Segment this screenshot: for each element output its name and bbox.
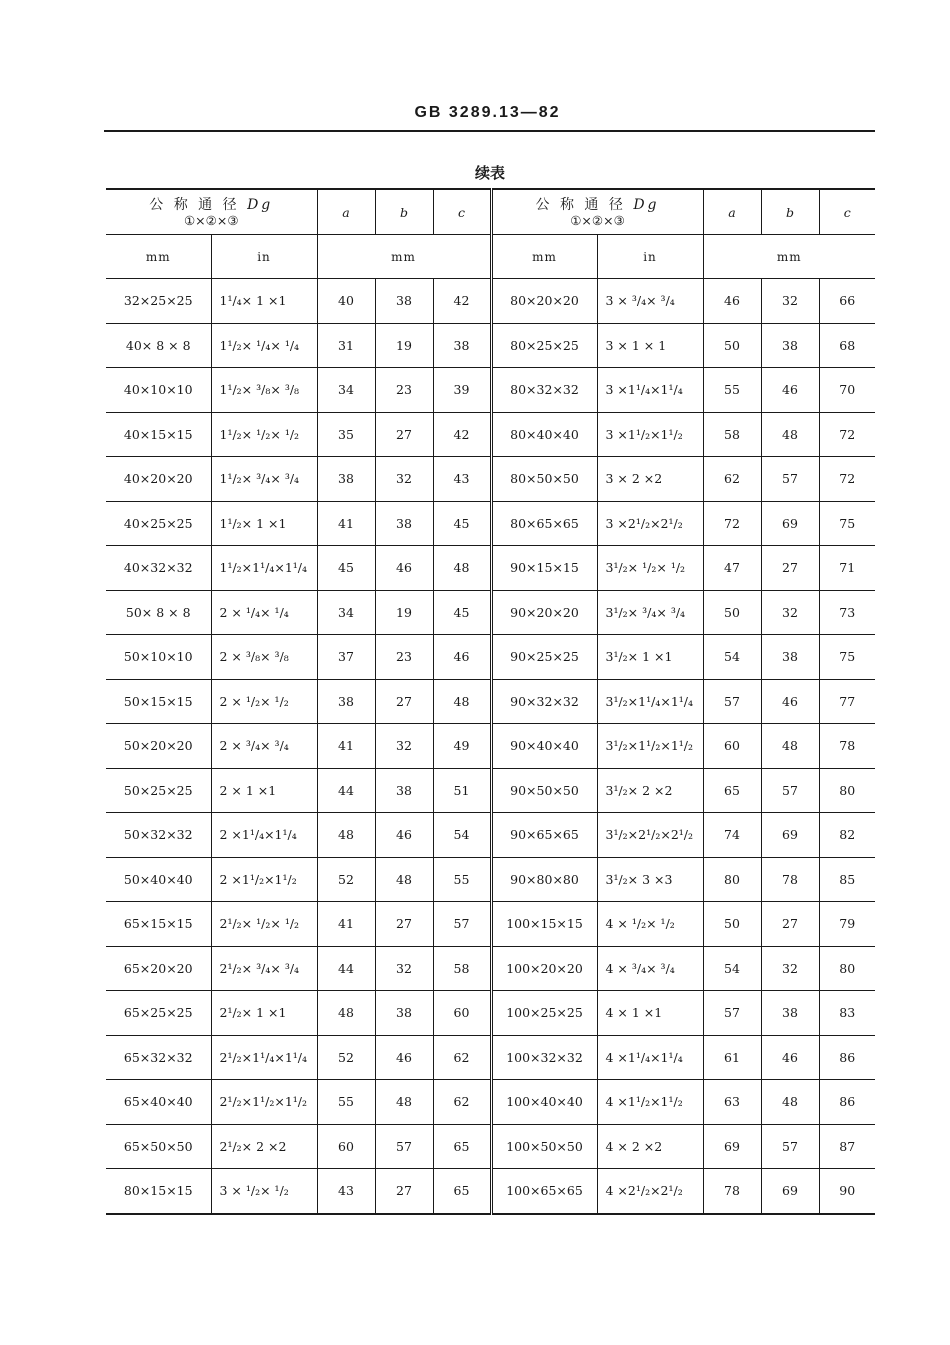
size-in-left: 2¹/₂× 2 ×2 <box>211 1124 317 1169</box>
unit-mm-left: mm <box>106 235 211 279</box>
dg-label: Dg <box>247 196 274 213</box>
size-in-right: 3¹/₂× ³/₄× ³/₄ <box>597 590 703 635</box>
dim-b-right: 48 <box>761 724 819 769</box>
dim-c-left: 60 <box>433 991 491 1036</box>
dim-c-right: 78 <box>819 724 875 769</box>
dim-c-left: 42 <box>433 279 491 324</box>
size-mm-right: 90×15×15 <box>491 546 597 591</box>
table-row <box>106 590 875 635</box>
size-in-left: 2 ×1¹/₄×1¹/₄ <box>211 813 317 858</box>
dim-b-left: 38 <box>375 991 433 1036</box>
dim-c-left: 39 <box>433 368 491 413</box>
dim-a-left: 38 <box>317 457 375 502</box>
dim-b-left: 38 <box>375 501 433 546</box>
dim-b-right: 27 <box>761 902 819 947</box>
dim-c-left: 62 <box>433 1080 491 1125</box>
table-row <box>106 412 875 457</box>
dim-c-right: 72 <box>819 457 875 502</box>
dim-a-right: 47 <box>703 546 761 591</box>
dim-a-left: 48 <box>317 813 375 858</box>
dim-c-right: 80 <box>819 946 875 991</box>
dim-a-right: 46 <box>703 279 761 324</box>
dim-c-left: 49 <box>433 724 491 769</box>
table-row <box>106 323 875 368</box>
dim-c-left: 57 <box>433 902 491 947</box>
dim-c-right: 86 <box>819 1035 875 1080</box>
size-in-right: 3 ×1¹/₂×1¹/₂ <box>597 412 703 457</box>
dim-c-left: 38 <box>433 323 491 368</box>
unit-dims-right: mm <box>703 235 875 279</box>
size-in-right: 4 ×2¹/₂×2¹/₂ <box>597 1169 703 1214</box>
table-row <box>106 813 875 858</box>
dim-a-right: 50 <box>703 902 761 947</box>
table-row <box>106 679 875 724</box>
size-mm-left: 50×32×32 <box>106 813 211 858</box>
dim-a-left: 44 <box>317 768 375 813</box>
dim-a-left: 55 <box>317 1080 375 1125</box>
size-mm-right: 90×40×40 <box>491 724 597 769</box>
dim-a-right: 74 <box>703 813 761 858</box>
dim-a-right: 58 <box>703 412 761 457</box>
size-in-left: 1¹/₂×1¹/₄×1¹/₄ <box>211 546 317 591</box>
size-mm-right: 100×50×50 <box>491 1124 597 1169</box>
size-mm-left: 65×40×40 <box>106 1080 211 1125</box>
dim-c-left: 48 <box>433 679 491 724</box>
size-mm-right: 100×32×32 <box>491 1035 597 1080</box>
dim-c-right: 82 <box>819 813 875 858</box>
dim-a-right: 62 <box>703 457 761 502</box>
dim-a-right: 78 <box>703 1169 761 1214</box>
size-in-right: 4 ×1¹/₄×1¹/₄ <box>597 1035 703 1080</box>
dim-a-left: 48 <box>317 991 375 1036</box>
size-in-left: 1¹/₂× 1 ×1 <box>211 501 317 546</box>
size-in-left: 1¹/₂× ¹/₄× ¹/₄ <box>211 323 317 368</box>
table-row <box>106 279 875 324</box>
size-mm-left: 40×10×10 <box>106 368 211 413</box>
dim-b-left: 32 <box>375 724 433 769</box>
size-in-left: 1¹/₂× ¹/₂× ¹/₂ <box>211 412 317 457</box>
size-in-right: 3 × ³/₄× ³/₄ <box>597 279 703 324</box>
dim-b-left: 57 <box>375 1124 433 1169</box>
size-mm-right: 80×40×40 <box>491 412 597 457</box>
size-mm-left: 40×15×15 <box>106 412 211 457</box>
dim-b-left: 27 <box>375 412 433 457</box>
size-mm-right: 100×25×25 <box>491 991 597 1036</box>
dim-a-left: 45 <box>317 546 375 591</box>
dim-a-right: 50 <box>703 590 761 635</box>
table-row <box>106 635 875 680</box>
dim-b-right: 57 <box>761 768 819 813</box>
dim-b-right: 78 <box>761 857 819 902</box>
unit-in-left: in <box>211 235 317 279</box>
dim-a-left: 52 <box>317 857 375 902</box>
nominal-diameter-header-left <box>106 189 317 235</box>
size-in-right: 3¹/₂× 2 ×2 <box>597 768 703 813</box>
dim-a-right: 63 <box>703 1080 761 1125</box>
size-mm-left: 50×40×40 <box>106 857 211 902</box>
dim-a-left: 38 <box>317 679 375 724</box>
size-in-right: 3 × 2 ×2 <box>597 457 703 502</box>
dim-c-left: 48 <box>433 546 491 591</box>
dimension-table <box>106 188 875 1215</box>
dim-b-right: 48 <box>761 1080 819 1125</box>
size-in-right: 3¹/₂×2¹/₂×2¹/₂ <box>597 813 703 858</box>
dim-c-left: 55 <box>433 857 491 902</box>
size-mm-left: 50×20×20 <box>106 724 211 769</box>
dim-c-left: 42 <box>433 412 491 457</box>
size-mm-left: 40×32×32 <box>106 546 211 591</box>
dim-a-right: 72 <box>703 501 761 546</box>
standard-code: GB 3289.13—82 <box>414 104 561 121</box>
dim-a-right: 54 <box>703 946 761 991</box>
dim-a-left: 31 <box>317 323 375 368</box>
dim-c-right: 86 <box>819 1080 875 1125</box>
dim-b-right: 69 <box>761 1169 819 1214</box>
size-mm-left: 65×32×32 <box>106 1035 211 1080</box>
ports-label: ①×②×③ <box>570 212 625 228</box>
size-in-right: 3¹/₂× 3 ×3 <box>597 857 703 902</box>
dim-c-left: 45 <box>433 501 491 546</box>
table-row <box>106 1080 875 1125</box>
table-row <box>106 724 875 769</box>
dim-b-right: 38 <box>761 635 819 680</box>
unit-mm-right: mm <box>491 235 597 279</box>
table-row <box>106 368 875 413</box>
size-in-right: 3 ×1¹/₄×1¹/₄ <box>597 368 703 413</box>
size-in-right: 3¹/₂× 1 ×1 <box>597 635 703 680</box>
col-b-header-right: b <box>761 189 819 235</box>
dim-b-right: 69 <box>761 813 819 858</box>
size-mm-right: 90×65×65 <box>491 813 597 858</box>
dim-c-right: 73 <box>819 590 875 635</box>
size-mm-left: 65×20×20 <box>106 946 211 991</box>
size-mm-right: 80×25×25 <box>491 323 597 368</box>
size-mm-right: 100×40×40 <box>491 1080 597 1125</box>
dim-c-left: 43 <box>433 457 491 502</box>
size-in-right: 4 × ³/₄× ³/₄ <box>597 946 703 991</box>
size-in-right: 4 × 1 ×1 <box>597 991 703 1036</box>
size-mm-left: 32×25×25 <box>106 279 211 324</box>
size-mm-right: 90×32×32 <box>491 679 597 724</box>
dim-b-right: 32 <box>761 590 819 635</box>
dg-label: Dg <box>633 196 660 213</box>
size-mm-right: 80×20×20 <box>491 279 597 324</box>
size-in-left: 2¹/₂×1¹/₂×1¹/₂ <box>211 1080 317 1125</box>
dim-b-left: 48 <box>375 857 433 902</box>
dim-c-right: 80 <box>819 768 875 813</box>
nominal-label: 公 称 通 径 <box>535 196 626 213</box>
size-mm-left: 50×25×25 <box>106 768 211 813</box>
size-mm-right: 80×32×32 <box>491 368 597 413</box>
dim-a-right: 65 <box>703 768 761 813</box>
size-mm-left: 80×15×15 <box>106 1169 211 1214</box>
size-mm-right: 80×50×50 <box>491 457 597 502</box>
size-mm-left: 50×15×15 <box>106 679 211 724</box>
dim-b-left: 38 <box>375 768 433 813</box>
dim-c-right: 70 <box>819 368 875 413</box>
dim-a-right: 55 <box>703 368 761 413</box>
dim-b-left: 32 <box>375 946 433 991</box>
dim-b-left: 27 <box>375 902 433 947</box>
table-row <box>106 902 875 947</box>
nominal-label: 公 称 通 径 <box>149 196 240 213</box>
dim-b-left: 19 <box>375 323 433 368</box>
dim-a-left: 41 <box>317 724 375 769</box>
dim-a-right: 61 <box>703 1035 761 1080</box>
dim-b-left: 46 <box>375 546 433 591</box>
size-mm-left: 65×25×25 <box>106 991 211 1036</box>
dim-a-right: 50 <box>703 323 761 368</box>
dim-a-left: 41 <box>317 501 375 546</box>
dim-b-left: 23 <box>375 635 433 680</box>
dim-c-right: 85 <box>819 857 875 902</box>
dim-c-right: 87 <box>819 1124 875 1169</box>
size-in-left: 2 × ¹/₂× ¹/₂ <box>211 679 317 724</box>
size-in-right: 3¹/₂×1¹/₄×1¹/₄ <box>597 679 703 724</box>
size-mm-left: 40×20×20 <box>106 457 211 502</box>
dim-a-left: 40 <box>317 279 375 324</box>
dim-c-left: 46 <box>433 635 491 680</box>
table-row <box>106 501 875 546</box>
dim-c-right: 77 <box>819 679 875 724</box>
title-rule <box>104 130 875 132</box>
dim-c-right: 90 <box>819 1169 875 1214</box>
size-in-right: 3¹/₂× ¹/₂× ¹/₂ <box>597 546 703 591</box>
dim-b-right: 27 <box>761 546 819 591</box>
table-body <box>106 189 875 1214</box>
size-in-left: 3 × ¹/₂× ¹/₂ <box>211 1169 317 1214</box>
table-row <box>106 546 875 591</box>
dim-b-right: 57 <box>761 457 819 502</box>
dim-b-left: 46 <box>375 1035 433 1080</box>
table-row <box>106 991 875 1036</box>
size-in-left: 2¹/₂×1¹/₄×1¹/₄ <box>211 1035 317 1080</box>
size-in-right: 3¹/₂×1¹/₂×1¹/₂ <box>597 724 703 769</box>
dim-c-left: 62 <box>433 1035 491 1080</box>
dim-c-left: 54 <box>433 813 491 858</box>
table-row <box>106 857 875 902</box>
dim-a-left: 60 <box>317 1124 375 1169</box>
dim-b-left: 27 <box>375 1169 433 1214</box>
size-in-right: 4 × ¹/₂× ¹/₂ <box>597 902 703 947</box>
size-mm-right: 90×80×80 <box>491 857 597 902</box>
dim-c-right: 79 <box>819 902 875 947</box>
col-b-header-left: b <box>375 189 433 235</box>
dim-c-left: 45 <box>433 590 491 635</box>
dim-b-right: 46 <box>761 368 819 413</box>
dim-a-left: 34 <box>317 590 375 635</box>
size-in-left: 2 × 1 ×1 <box>211 768 317 813</box>
dim-b-left: 48 <box>375 1080 433 1125</box>
unit-row <box>106 235 875 279</box>
unit-in-right: in <box>597 235 703 279</box>
size-in-left: 1¹/₂× ³/₄× ³/₄ <box>211 457 317 502</box>
dim-a-left: 37 <box>317 635 375 680</box>
dim-b-left: 27 <box>375 679 433 724</box>
table-row <box>106 1169 875 1214</box>
size-in-left: 1¹/₄× 1 ×1 <box>211 279 317 324</box>
dim-a-right: 69 <box>703 1124 761 1169</box>
col-c-header-right: c <box>819 189 875 235</box>
table-row <box>106 1124 875 1169</box>
ports-label: ①×②×③ <box>183 212 239 228</box>
dim-c-right: 75 <box>819 635 875 680</box>
size-mm-left: 65×50×50 <box>106 1124 211 1169</box>
col-c-header-left: c <box>433 189 491 235</box>
size-mm-right: 100×15×15 <box>491 902 597 947</box>
size-in-right: 4 × 2 ×2 <box>597 1124 703 1169</box>
dim-c-left: 65 <box>433 1124 491 1169</box>
dim-c-left: 51 <box>433 768 491 813</box>
dim-b-left: 38 <box>375 279 433 324</box>
dim-b-right: 32 <box>761 279 819 324</box>
dim-a-left: 34 <box>317 368 375 413</box>
size-mm-right: 100×20×20 <box>491 946 597 991</box>
size-mm-left: 65×15×15 <box>106 902 211 947</box>
table-caption: 续表 <box>474 164 505 182</box>
dim-a-right: 57 <box>703 991 761 1036</box>
col-a-header-left: a <box>317 189 375 235</box>
dim-c-right: 66 <box>819 279 875 324</box>
dim-a-right: 80 <box>703 857 761 902</box>
dim-b-right: 46 <box>761 1035 819 1080</box>
dim-b-right: 69 <box>761 501 819 546</box>
col-a-header-right: a <box>703 189 761 235</box>
dim-c-right: 71 <box>819 546 875 591</box>
header-row <box>106 189 875 235</box>
dim-c-right: 68 <box>819 323 875 368</box>
dim-b-right: 32 <box>761 946 819 991</box>
dim-a-left: 52 <box>317 1035 375 1080</box>
dim-c-right: 83 <box>819 991 875 1036</box>
dim-b-right: 57 <box>761 1124 819 1169</box>
dim-b-right: 46 <box>761 679 819 724</box>
size-mm-left: 50× 8 × 8 <box>106 590 211 635</box>
size-in-right: 3 ×2¹/₂×2¹/₂ <box>597 501 703 546</box>
dim-a-left: 43 <box>317 1169 375 1214</box>
dim-b-right: 38 <box>761 991 819 1036</box>
table-row <box>106 457 875 502</box>
dim-a-left: 44 <box>317 946 375 991</box>
size-mm-right: 100×65×65 <box>491 1169 597 1214</box>
dim-c-left: 65 <box>433 1169 491 1214</box>
size-in-left: 2 × ¹/₄× ¹/₄ <box>211 590 317 635</box>
size-in-right: 4 ×1¹/₂×1¹/₂ <box>597 1080 703 1125</box>
dim-b-right: 48 <box>761 412 819 457</box>
size-mm-left: 40×25×25 <box>106 501 211 546</box>
dim-b-left: 19 <box>375 590 433 635</box>
size-mm-left: 40× 8 × 8 <box>106 323 211 368</box>
dim-b-right: 38 <box>761 323 819 368</box>
dim-b-left: 46 <box>375 813 433 858</box>
dim-a-right: 54 <box>703 635 761 680</box>
dim-b-left: 23 <box>375 368 433 413</box>
size-in-left: 2¹/₂× ¹/₂× ¹/₂ <box>211 902 317 947</box>
size-mm-right: 90×20×20 <box>491 590 597 635</box>
dim-a-right: 60 <box>703 724 761 769</box>
dim-b-left: 32 <box>375 457 433 502</box>
size-in-left: 2 × ³/₈× ³/₈ <box>211 635 317 680</box>
size-mm-right: 90×25×25 <box>491 635 597 680</box>
dim-c-right: 72 <box>819 412 875 457</box>
nominal-diameter-header-right <box>491 189 703 235</box>
size-in-left: 2 ×1¹/₂×1¹/₂ <box>211 857 317 902</box>
table-row <box>106 1035 875 1080</box>
dim-a-left: 41 <box>317 902 375 947</box>
unit-dims-left: mm <box>317 235 491 279</box>
size-in-left: 2¹/₂× ³/₄× ³/₄ <box>211 946 317 991</box>
size-in-left: 2¹/₂× 1 ×1 <box>211 991 317 1036</box>
size-mm-right: 80×65×65 <box>491 501 597 546</box>
size-in-left: 1¹/₂× ³/₈× ³/₈ <box>211 368 317 413</box>
size-in-left: 2 × ³/₄× ³/₄ <box>211 724 317 769</box>
table-row <box>106 946 875 991</box>
dim-c-right: 75 <box>819 501 875 546</box>
size-mm-left: 50×10×10 <box>106 635 211 680</box>
dim-c-left: 58 <box>433 946 491 991</box>
size-in-right: 3 × 1 × 1 <box>597 323 703 368</box>
dim-a-left: 35 <box>317 412 375 457</box>
size-mm-right: 90×50×50 <box>491 768 597 813</box>
dim-a-right: 57 <box>703 679 761 724</box>
table-row <box>106 768 875 813</box>
